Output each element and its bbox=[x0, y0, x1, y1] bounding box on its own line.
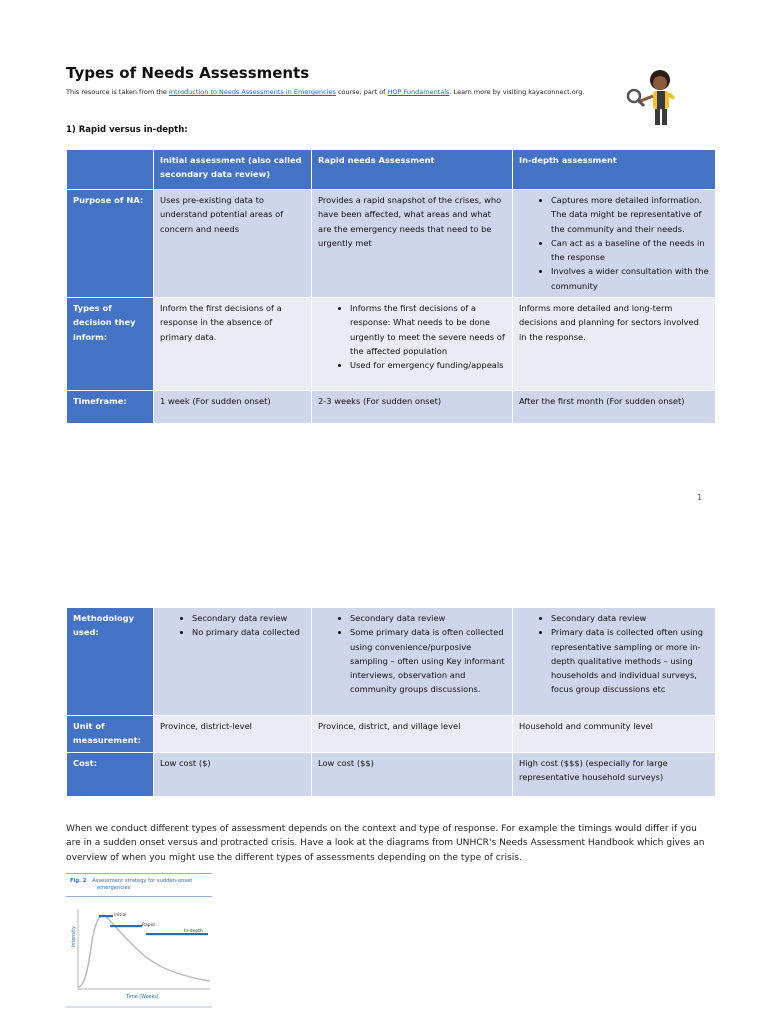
initial-bar bbox=[99, 915, 113, 917]
figure-number: Fig. 2 bbox=[70, 878, 87, 884]
table-cell: Household and community level bbox=[513, 716, 716, 753]
table-row bbox=[67, 608, 716, 716]
table-row bbox=[67, 190, 716, 298]
bullet-list bbox=[519, 611, 709, 697]
table-cell bbox=[513, 190, 716, 298]
list-item: • Secondary data review bbox=[551, 611, 709, 625]
body-paragraph: When we conduct different types of assessment depends on the context and type of response. For example the timings would differ if you are in a sudden onset versus and protracted crisis. Have a look at the diagrams from UNHCR's Needs Assessment Handbook which gives an overview of when you might use the different types of assessments depending on the type of crisis. bbox=[66, 824, 705, 863]
bullet-list bbox=[318, 301, 506, 372]
row-header: Cost: bbox=[67, 753, 154, 797]
column-header: Initial assessment (also called secondary data review) bbox=[154, 150, 312, 190]
list-item: • Informs the first decisions of a response: What needs to be done urgently to meet the severe needs of the affected population bbox=[350, 301, 506, 358]
table-cell: Informs more detailed and long-term decisions and planning for sectors involved in the response. bbox=[513, 298, 716, 391]
table-corner-cell bbox=[67, 150, 154, 190]
row-header: Purpose of NA: bbox=[67, 190, 154, 298]
row-header: Methodology used: bbox=[67, 608, 154, 716]
table-cell bbox=[513, 608, 716, 716]
rapid-bar bbox=[110, 925, 142, 927]
table-cell bbox=[312, 608, 513, 716]
table-header-row bbox=[67, 150, 716, 190]
list-item: • No primary data collected bbox=[192, 625, 305, 639]
row-header: Timeframe: bbox=[67, 391, 154, 424]
list-item: • Primary data is collected often using representative sampling or more in-depth qualitative methods – using households and individual surveys, focus group discussions etc bbox=[551, 625, 709, 696]
x-axis-label: Time (Weeks) bbox=[126, 995, 159, 1000]
assessment-strategy-figure bbox=[66, 873, 212, 1009]
table-cell: Inform the first decisions of a response in the absence of primary data. bbox=[154, 298, 312, 391]
intro-suffix: . Learn more by visiting kayaconnect.org. bbox=[449, 88, 585, 96]
needs-assessment-table-part1 bbox=[66, 149, 716, 424]
table-cell: Province, district-level bbox=[154, 716, 312, 753]
list-item: • Secondary data review bbox=[350, 611, 506, 625]
y-axis-label: Intensity bbox=[72, 926, 77, 947]
table-cell: Low cost ($$) bbox=[312, 753, 513, 797]
section-heading: 1) Rapid versus in-depth: bbox=[66, 125, 188, 135]
figure-top-rule bbox=[66, 873, 212, 874]
table-cell: Uses pre-existing data to understand potential areas of concern and needs bbox=[154, 190, 312, 298]
intro-mid: course, part of bbox=[335, 88, 388, 96]
list-item: • Some primary data is often collected using convenience/purposive sampling – often using Key informant interviews, observation and community groups discussions. bbox=[350, 625, 506, 696]
rapid-bar-label: Rapid bbox=[142, 923, 155, 928]
figure-caption-line2: emergencies bbox=[97, 885, 131, 891]
list-item: • Involves a wider consultation with the community bbox=[551, 264, 709, 293]
list-item: • Captures more detailed information. The data might be representative of the community and their needs. bbox=[551, 193, 709, 236]
in-depth-bar-label: In-depth bbox=[184, 929, 203, 934]
figure-caption-rule bbox=[66, 896, 212, 897]
course-link[interactable]: Introduction to Needs Assessments in Emergencies bbox=[168, 88, 336, 96]
intro-prefix: This resource is taken from the bbox=[66, 88, 169, 96]
figure-caption bbox=[70, 878, 210, 892]
list-item: • Secondary data review bbox=[192, 611, 305, 625]
column-header: In-depth assessment bbox=[513, 150, 716, 190]
bullet-list bbox=[318, 611, 506, 697]
bullet-list bbox=[519, 193, 709, 293]
table-cell: Province, district, and village level bbox=[312, 716, 513, 753]
page-title: Types of Needs Assessments bbox=[66, 64, 310, 82]
table-cell bbox=[312, 298, 513, 391]
row-header: Unit of measurement: bbox=[67, 716, 154, 753]
row-header: Types of decision they inform: bbox=[67, 298, 154, 391]
table-row bbox=[67, 391, 716, 424]
page-number: 1 bbox=[697, 493, 703, 502]
table-cell: Provides a rapid snapshot of the crises, who have been affected, what areas and what are the emergency needs that need to be urgently met bbox=[312, 190, 513, 298]
intro-text bbox=[66, 88, 584, 96]
table-cell: After the first month (For sudden onset) bbox=[513, 391, 716, 424]
table-row bbox=[67, 298, 716, 391]
bullet-list bbox=[160, 611, 305, 640]
intensity-over-time-diagram bbox=[66, 901, 212, 1009]
table-cell bbox=[154, 608, 312, 716]
figure-caption-line1: Assessment strategy for sudden-onset bbox=[92, 878, 193, 884]
table-cell: High cost ($$$) (especially for large representative household surveys) bbox=[513, 753, 716, 797]
table-cell: 1 week (For sudden onset) bbox=[154, 391, 312, 424]
column-header: Rapid needs Assessment bbox=[312, 150, 513, 190]
table-row bbox=[67, 753, 716, 797]
list-item: • Can act as a baseline of the needs in the response bbox=[551, 236, 709, 265]
person-with-magnifier-illustration bbox=[624, 66, 688, 130]
hop-fundamentals-link[interactable]: HOP Fundamentals bbox=[387, 88, 450, 96]
list-item: • Used for emergency funding/appeals bbox=[350, 358, 506, 372]
table-cell: Low cost ($) bbox=[154, 753, 312, 797]
initial-bar-label: Initial bbox=[114, 913, 127, 918]
needs-assessment-table-part2 bbox=[66, 607, 716, 797]
table-cell: 2-3 weeks (For sudden onset) bbox=[312, 391, 513, 424]
table-row bbox=[67, 716, 716, 753]
